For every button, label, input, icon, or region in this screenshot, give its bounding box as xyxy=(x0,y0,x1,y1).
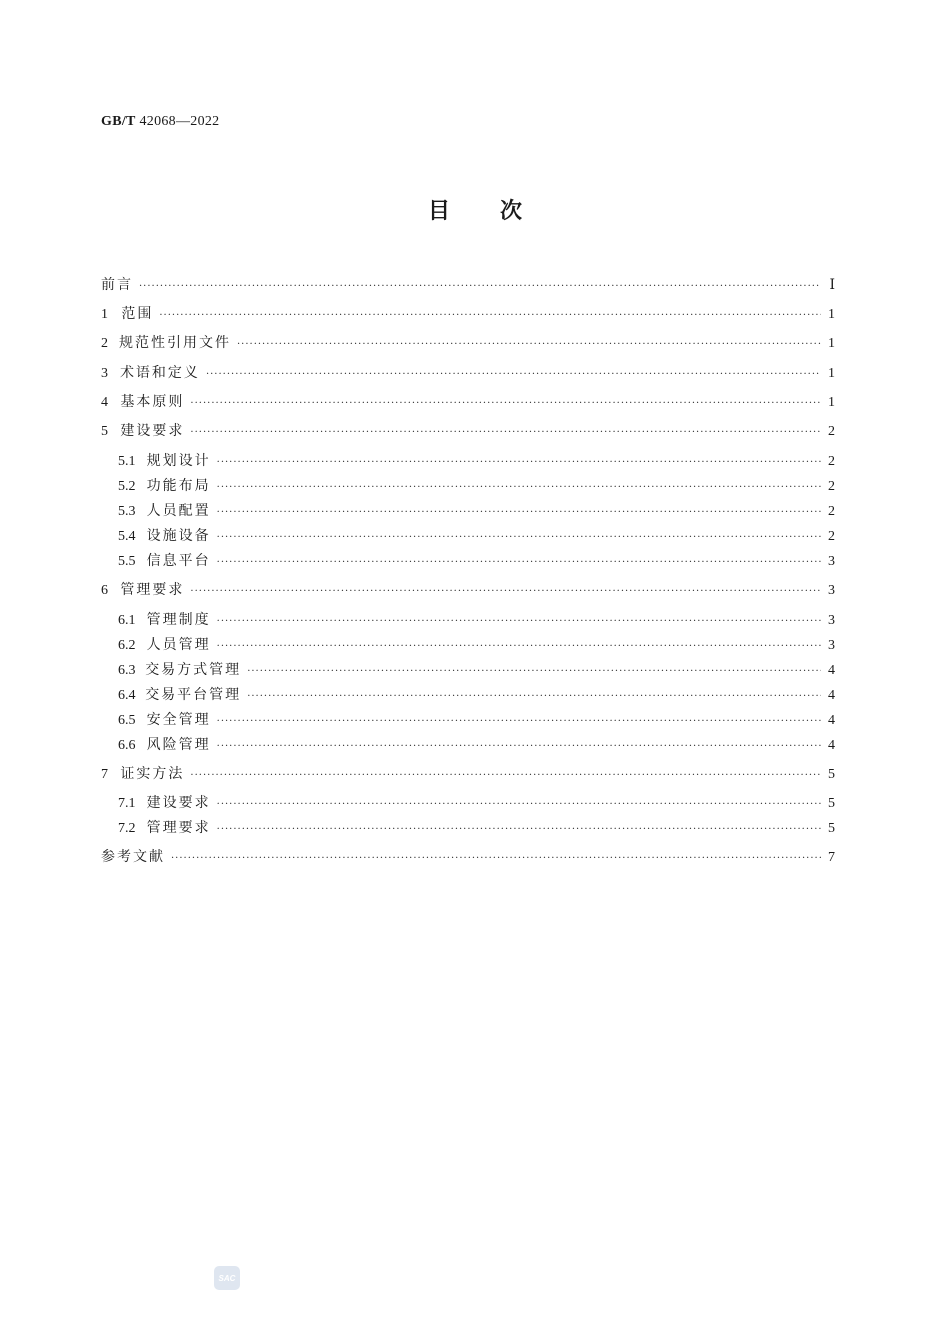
toc-entry-label: 设施设备 xyxy=(146,528,211,544)
toc-entry[interactable] xyxy=(101,364,835,384)
toc-entry[interactable] xyxy=(118,736,835,756)
toc-dot-leader xyxy=(139,278,821,296)
standard-number xyxy=(101,114,219,130)
toc-entry-page: 2 xyxy=(828,424,835,439)
toc-entry-number: 5.2 xyxy=(118,479,136,494)
toc-entry-label: 功能布局 xyxy=(146,478,211,494)
toc-entry[interactable] xyxy=(101,393,835,413)
toc-entry-label: 规划设计 xyxy=(146,453,211,469)
toc-entry-page: 1 xyxy=(828,366,835,381)
toc-entry-number: 7.2 xyxy=(118,821,136,836)
toc-entry-label: 安全管理 xyxy=(146,712,211,728)
toc-entry-label: 人员配置 xyxy=(146,503,211,519)
toc-entry-label: 基本原则 xyxy=(120,394,185,410)
toc-entry-number: 4 xyxy=(101,395,108,410)
toc-entry-number: 6.1 xyxy=(118,613,136,628)
toc-entry-label: 管理制度 xyxy=(146,612,211,628)
toc-entry-label: 前言 xyxy=(101,277,133,293)
toc-dot-leader xyxy=(217,554,821,572)
toc-entry-page: 2 xyxy=(828,454,835,469)
toc-entry-label: 交易方式管理 xyxy=(145,662,242,678)
toc-entry-number: 5 xyxy=(101,424,108,439)
toc-entry[interactable] xyxy=(118,819,835,839)
toc-entry-page: 5 xyxy=(828,821,835,836)
toc-dot-leader xyxy=(217,738,821,756)
toc-dot-leader xyxy=(247,663,821,681)
toc-dot-leader xyxy=(190,395,821,413)
toc-entry-number: 6.6 xyxy=(118,738,136,753)
toc-entry[interactable] xyxy=(118,661,835,681)
sac-logo-icon xyxy=(213,1265,241,1291)
toc-entry-page: 3 xyxy=(828,554,835,569)
toc-entry-page: 7 xyxy=(828,850,835,865)
toc-dot-leader xyxy=(217,796,821,814)
toc-entry[interactable] xyxy=(101,305,835,325)
toc-entry-label: 参考文献 xyxy=(101,849,165,865)
toc-dot-leader xyxy=(217,479,821,497)
toc-dot-leader xyxy=(159,307,821,325)
toc-entry[interactable] xyxy=(118,794,835,814)
toc-entry-label: 建设要求 xyxy=(146,795,211,811)
toc-dot-leader xyxy=(247,688,821,706)
toc-entry-number: 1 xyxy=(101,307,108,322)
toc-entry-number: 7.1 xyxy=(118,796,136,811)
toc-entry[interactable] xyxy=(118,711,835,731)
toc-entry[interactable] xyxy=(118,527,835,547)
toc-entry-page: 3 xyxy=(828,583,835,598)
toc-entry[interactable] xyxy=(118,611,835,631)
toc-entry-number: 5.3 xyxy=(118,504,136,519)
toc-entry-number: 5.5 xyxy=(118,554,136,569)
standard-year-number: 42068—2022 xyxy=(139,114,220,129)
toc-dot-leader xyxy=(217,821,821,839)
toc-entry-page: 1 xyxy=(828,307,835,322)
toc-entry-label: 人员管理 xyxy=(146,637,211,653)
toc-entry[interactable] xyxy=(101,581,835,601)
toc-entry-page: 2 xyxy=(828,529,835,544)
toc-entry-number: 6.4 xyxy=(118,688,136,703)
toc-entry-number: 6.5 xyxy=(118,713,136,728)
toc-entry[interactable] xyxy=(118,477,835,497)
toc-entry[interactable] xyxy=(101,334,835,354)
toc-entry-page: 4 xyxy=(828,713,835,728)
toc-dot-leader xyxy=(190,583,821,601)
toc-dot-leader xyxy=(217,454,821,472)
toc-entry-page: 2 xyxy=(828,504,835,519)
toc-entry[interactable] xyxy=(101,848,835,868)
toc-entry-label: 规范性引用文件 xyxy=(118,335,231,351)
toc-entry-label: 交易平台管理 xyxy=(145,687,242,703)
toc-entry-page: 2 xyxy=(828,479,835,494)
toc-dot-leader xyxy=(217,713,821,731)
toc-dot-leader xyxy=(190,767,821,785)
toc-entry-page: 5 xyxy=(828,796,835,811)
toc-dot-leader xyxy=(190,424,821,442)
toc-entry-number: 7 xyxy=(101,767,108,782)
toc-entry-number: 5.1 xyxy=(118,454,136,469)
toc-entry-number: 3 xyxy=(101,366,108,381)
toc-entry-label: 信息平台 xyxy=(146,553,211,569)
toc-dot-leader xyxy=(217,613,821,631)
toc-entry-page: 3 xyxy=(828,613,835,628)
toc-entry-number: 6.2 xyxy=(118,638,136,653)
toc-entry[interactable] xyxy=(118,552,835,572)
toc-dot-leader xyxy=(217,638,821,656)
toc-entry[interactable] xyxy=(118,502,835,522)
toc-entry-label: 管理要求 xyxy=(146,820,211,836)
toc-entry-page: 1 xyxy=(828,336,835,351)
toc-entry[interactable] xyxy=(118,452,835,472)
toc-entry-page: 4 xyxy=(828,738,835,753)
toc-entry-page: 3 xyxy=(828,638,835,653)
toc-entry-page: 1 xyxy=(828,395,835,410)
toc-entry-label: 术语和定义 xyxy=(119,365,200,381)
toc-dot-leader xyxy=(171,850,821,868)
toc-entry-label: 风险管理 xyxy=(146,737,211,753)
toc-dot-leader xyxy=(217,504,821,522)
toc-entry[interactable] xyxy=(118,636,835,656)
toc-entry-label: 建设要求 xyxy=(120,423,185,439)
toc-entry[interactable] xyxy=(101,422,835,442)
toc-entry-label: 管理要求 xyxy=(120,582,185,598)
toc-dot-leader xyxy=(217,529,821,547)
toc-entry[interactable] xyxy=(101,276,835,296)
toc-entry-page: 4 xyxy=(828,688,835,703)
toc-entry-label: 证实方法 xyxy=(120,766,185,782)
toc-entry-page: 5 xyxy=(828,767,835,782)
standard-code: GB/T xyxy=(101,114,136,129)
toc-entry-number: 6.3 xyxy=(118,663,136,678)
page-title: 目次 xyxy=(427,199,572,224)
toc-entry-number: 2 xyxy=(101,336,108,351)
toc-entry-label: 范围 xyxy=(121,306,154,322)
svg-text:SAC: SAC xyxy=(218,1274,236,1283)
toc-entry-number: 6 xyxy=(101,583,108,598)
toc-entry[interactable] xyxy=(118,686,835,706)
toc-dot-leader xyxy=(237,336,821,354)
toc-entry-page: 4 xyxy=(828,663,835,678)
toc-entry[interactable] xyxy=(101,765,835,785)
toc-entry-number: 5.4 xyxy=(118,529,136,544)
toc-entry-page: Ⅰ xyxy=(829,278,835,293)
toc-dot-leader xyxy=(206,366,821,384)
